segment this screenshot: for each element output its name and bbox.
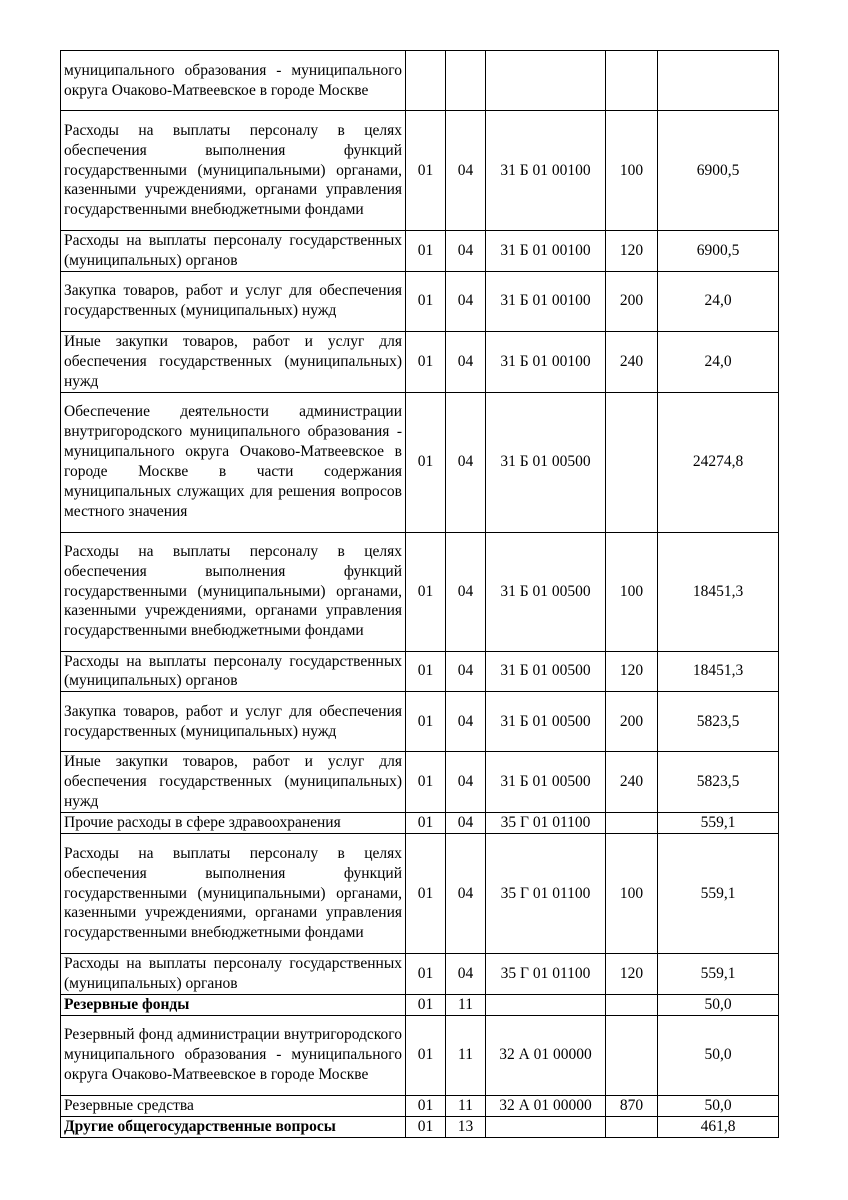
expense-name-cell: Резервный фонд администрации внутригородского муниципального образования - муниципального округа Очаково-Матвеевское в городе Москве <box>61 1015 406 1095</box>
amount-cell: 24274,8 <box>658 392 779 532</box>
expense-type-cell <box>606 392 658 532</box>
amount-cell <box>658 51 779 111</box>
target-article-cell: 32 А 01 00000 <box>486 1015 606 1095</box>
expense-name-cell: Резервные средства <box>61 1095 406 1116</box>
expense-name-cell: Закупка товаров, работ и услуг для обеспечения государственных (муниципальных) нужд <box>61 692 406 752</box>
table-row <box>61 1015 779 1095</box>
expense-type-cell <box>606 51 658 111</box>
subsection-code-cell: 04 <box>446 392 486 532</box>
section-code-cell: 01 <box>406 1095 446 1116</box>
subsection-code-cell: 04 <box>446 813 486 834</box>
amount-cell: 5823,5 <box>658 692 779 752</box>
expense-name-cell: Расходы на выплаты персоналу в целях обеспечения выполнения функций государственными (муниципальными) органами, казенными учреждениями, органами управления государственными внебюджетными фондами <box>61 111 406 231</box>
section-code-cell: 01 <box>406 331 446 392</box>
table-row <box>61 994 779 1015</box>
expense-type-cell: 200 <box>606 692 658 752</box>
expense-type-cell <box>606 813 658 834</box>
amount-cell: 461,8 <box>658 1116 779 1137</box>
section-code-cell: 01 <box>406 994 446 1015</box>
target-article-cell <box>486 51 606 111</box>
section-code-cell: 01 <box>406 692 446 752</box>
amount-cell: 24,0 <box>658 331 779 392</box>
subsection-code-cell: 04 <box>446 953 486 994</box>
subsection-code-cell: 11 <box>446 1095 486 1116</box>
subsection-code-cell: 04 <box>446 271 486 331</box>
expense-type-cell: 240 <box>606 331 658 392</box>
amount-cell: 559,1 <box>658 813 779 834</box>
table-row <box>61 833 779 953</box>
expense-name-cell: Обеспечение деятельности администрации внутригородского муниципального образования - муниципального округа Очаково-Матвеевское в городе Москве в части содержания муниципальных служащих для решения вопросов местного значения <box>61 392 406 532</box>
expense-name-cell: Расходы на выплаты персоналу государственных (муниципальных) органов <box>61 953 406 994</box>
table-row <box>61 651 779 692</box>
amount-cell: 50,0 <box>658 1015 779 1095</box>
section-code-cell: 01 <box>406 231 446 272</box>
section-code-cell: 01 <box>406 271 446 331</box>
table-row <box>61 532 779 651</box>
expense-type-cell: 100 <box>606 833 658 953</box>
target-article-cell: 35 Г 01 01100 <box>486 953 606 994</box>
target-article-cell: 31 Б 01 00500 <box>486 692 606 752</box>
target-article-cell: 31 Б 01 00500 <box>486 532 606 651</box>
subsection-code-cell <box>446 51 486 111</box>
expense-name-cell: Другие общегосударственные вопросы <box>61 1116 406 1137</box>
target-article-cell: 31 Б 01 00100 <box>486 331 606 392</box>
expense-type-cell: 120 <box>606 231 658 272</box>
expense-type-cell <box>606 1015 658 1095</box>
expense-name-cell: Расходы на выплаты персоналу в целях обеспечения выполнения функций государственными (муниципальными) органами, казенными учреждениями, органами управления государственными внебюджетными фондами <box>61 833 406 953</box>
target-article-cell: 35 Г 01 01100 <box>486 833 606 953</box>
section-code-cell: 01 <box>406 111 446 231</box>
budget-table-body <box>61 51 779 1138</box>
amount-cell: 50,0 <box>658 994 779 1015</box>
section-code-cell: 01 <box>406 833 446 953</box>
section-code-cell: 01 <box>406 1015 446 1095</box>
amount-cell: 18451,3 <box>658 651 779 692</box>
section-code-cell <box>406 51 446 111</box>
target-article-cell: 35 Г 01 01100 <box>486 813 606 834</box>
subsection-code-cell: 04 <box>446 111 486 231</box>
expense-name-cell: Иные закупки товаров, работ и услуг для обеспечения государственных (муниципальных) нужд <box>61 331 406 392</box>
subsection-code-cell: 11 <box>446 994 486 1015</box>
section-code-cell: 01 <box>406 1116 446 1137</box>
expense-type-cell: 200 <box>606 271 658 331</box>
subsection-code-cell: 04 <box>446 833 486 953</box>
expense-name-cell: Расходы на выплаты персоналу государственных (муниципальных) органов <box>61 231 406 272</box>
amount-cell: 559,1 <box>658 953 779 994</box>
target-article-cell: 32 А 01 00000 <box>486 1095 606 1116</box>
amount-cell: 6900,5 <box>658 111 779 231</box>
subsection-code-cell: 04 <box>446 752 486 813</box>
subsection-code-cell: 04 <box>446 231 486 272</box>
amount-cell: 18451,3 <box>658 532 779 651</box>
expense-type-cell: 240 <box>606 752 658 813</box>
subsection-code-cell: 04 <box>446 692 486 752</box>
amount-cell: 6900,5 <box>658 231 779 272</box>
expense-name-cell: Расходы на выплаты персоналу в целях обеспечения выполнения функций государственными (муниципальными) органами, казенными учреждениями, органами управления государственными внебюджетными фондами <box>61 532 406 651</box>
table-row <box>61 271 779 331</box>
subsection-code-cell: 11 <box>446 1015 486 1095</box>
expense-name-cell: Иные закупки товаров, работ и услуг для обеспечения государственных (муниципальных) нужд <box>61 752 406 813</box>
subsection-code-cell: 04 <box>446 331 486 392</box>
expense-name-cell: Резервные фонды <box>61 994 406 1015</box>
subsection-code-cell: 04 <box>446 651 486 692</box>
section-code-cell: 01 <box>406 813 446 834</box>
amount-cell: 50,0 <box>658 1095 779 1116</box>
target-article-cell <box>486 1116 606 1137</box>
expense-type-cell: 120 <box>606 651 658 692</box>
amount-cell: 559,1 <box>658 833 779 953</box>
amount-cell: 5823,5 <box>658 752 779 813</box>
expense-type-cell: 120 <box>606 953 658 994</box>
expense-type-cell: 100 <box>606 532 658 651</box>
section-code-cell: 01 <box>406 651 446 692</box>
section-code-cell: 01 <box>406 752 446 813</box>
table-row <box>61 111 779 231</box>
target-article-cell: 31 Б 01 00100 <box>486 231 606 272</box>
amount-cell: 24,0 <box>658 271 779 331</box>
table-row <box>61 331 779 392</box>
section-code-cell: 01 <box>406 532 446 651</box>
target-article-cell: 31 Б 01 00500 <box>486 752 606 813</box>
expense-type-cell <box>606 994 658 1015</box>
expense-name-cell: Расходы на выплаты персоналу государственных (муниципальных) органов <box>61 651 406 692</box>
target-article-cell: 31 Б 01 00500 <box>486 651 606 692</box>
target-article-cell: 31 Б 01 00100 <box>486 111 606 231</box>
table-row <box>61 231 779 272</box>
table-row <box>61 392 779 532</box>
expense-type-cell: 870 <box>606 1095 658 1116</box>
subsection-code-cell: 04 <box>446 532 486 651</box>
expense-name-cell: Закупка товаров, работ и услуг для обеспечения государственных (муниципальных) нужд <box>61 271 406 331</box>
subsection-code-cell: 13 <box>446 1116 486 1137</box>
section-code-cell: 01 <box>406 392 446 532</box>
table-row <box>61 953 779 994</box>
table-row <box>61 692 779 752</box>
target-article-cell: 31 Б 01 00500 <box>486 392 606 532</box>
expense-type-cell <box>606 1116 658 1137</box>
expense-type-cell: 100 <box>606 111 658 231</box>
table-row <box>61 752 779 813</box>
target-article-cell <box>486 994 606 1015</box>
expense-name-cell: муниципального образования - муниципального округа Очаково-Матвеевское в городе Москве <box>61 51 406 111</box>
table-row <box>61 1095 779 1116</box>
budget-table <box>60 50 779 1138</box>
section-code-cell: 01 <box>406 953 446 994</box>
table-row <box>61 1116 779 1137</box>
table-row <box>61 813 779 834</box>
table-row <box>61 51 779 111</box>
expense-name-cell: Прочие расходы в сфере здравоохранения <box>61 813 406 834</box>
target-article-cell: 31 Б 01 00100 <box>486 271 606 331</box>
